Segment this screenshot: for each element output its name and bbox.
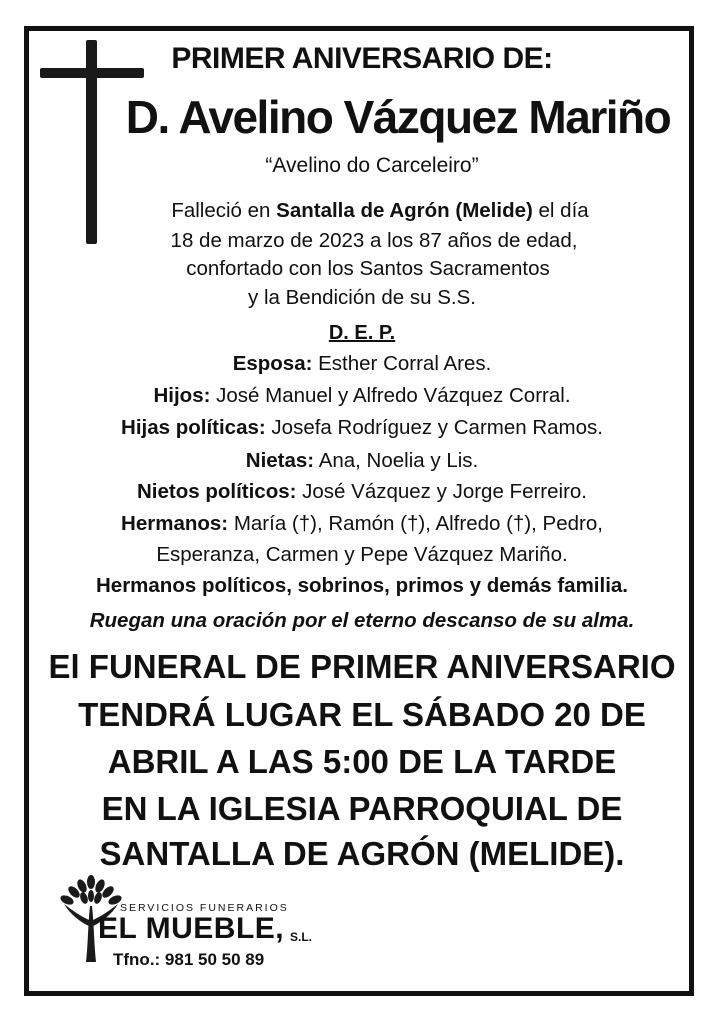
death-line-3: confortado con los Santos Sacramentos xyxy=(186,257,550,280)
funeral-line-4: EN LA IGLESIA PARROQUIAL DE xyxy=(101,790,623,827)
family-granddaughters: Nietas: Ana, Noelia y Lis. xyxy=(245,449,479,472)
death-line-2: 18 de marzo de 2023 a los 87 años de edad, xyxy=(170,229,578,252)
dep-label: D. E. P. xyxy=(328,322,396,344)
deceased-nickname: “Avelino do Carceleiro” xyxy=(265,154,479,177)
family-wife: Esposa: Esther Corral Ares. xyxy=(232,352,492,375)
family-daughters-in-law: Hijas políticas: Josefa Rodríguez y Carmen Ramos. xyxy=(121,416,603,439)
notice-header: PRIMER ANIVERSARIO DE: xyxy=(171,42,553,75)
logo-services: SERVICIOS FUNERARIOS xyxy=(120,902,289,914)
family-siblings-2: Esperanza, Carmen y Pepe Vázquez Mariño. xyxy=(156,543,568,566)
funeral-line-1: El FUNERAL DE PRIMER ANIVERSARIO xyxy=(48,648,676,685)
death-line-4: y la Bendición de su S.S. xyxy=(248,286,476,309)
funeral-home-logo xyxy=(58,872,358,972)
logo-brand: EL MUEBLE, xyxy=(98,912,285,945)
family-grandsons-in-law: Nietos políticos: José Vázquez y Jorge Ferreiro. xyxy=(136,480,587,503)
logo-phone: Tfno.: 981 50 50 89 xyxy=(113,950,265,969)
death-line-1: Falleció en Santalla de Agrón (Melide) el día xyxy=(171,199,589,222)
family-siblings-1: Hermanos: María (†), Ramón (†), Alfredo (†), Pedro, xyxy=(121,512,603,535)
prayer-line: Ruegan una oración por el eterno descanso de su alma. xyxy=(89,609,635,632)
deceased-name: D. Avelino Vázquez Mariño xyxy=(125,91,671,143)
funeral-line-2: TENDRÁ LUGAR EL SÁBADO 20 DE xyxy=(78,696,646,733)
funeral-line-5: SANTALLA DE AGRÓN (MELIDE). xyxy=(99,835,625,872)
family-sons: Hijos: José Manuel y Alfredo Vázquez Corral. xyxy=(153,384,571,407)
logo-legal: S.L. xyxy=(290,930,313,944)
funeral-line-3: ABRIL A LAS 5:00 DE LA TARDE xyxy=(107,743,617,780)
family-others: Hermanos políticos, sobrinos, primos y demás familia. xyxy=(95,574,628,597)
